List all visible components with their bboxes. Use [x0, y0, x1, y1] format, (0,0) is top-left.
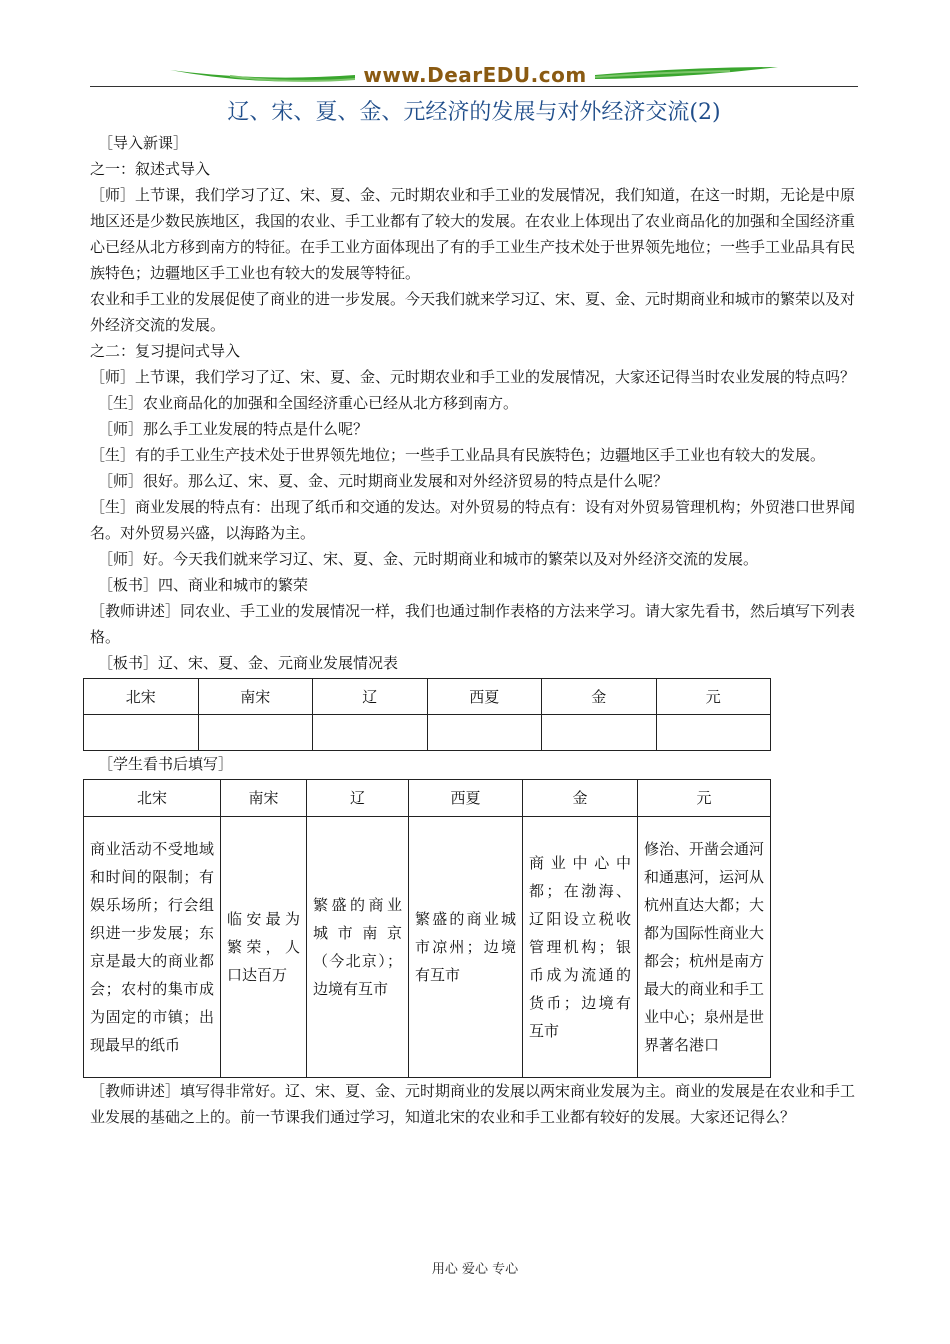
table-cell	[656, 715, 771, 751]
filled-commerce-table	[83, 779, 771, 1078]
table-header-cell: 北宋	[84, 679, 199, 715]
header-rule	[90, 86, 858, 87]
table-cell	[84, 715, 199, 751]
page-footer: 用心 爱心 专心	[431, 1262, 519, 1277]
section-label: ［导入新课］	[98, 134, 189, 152]
table-header-cell: 北宋	[84, 780, 221, 817]
paragraph: ［板书］四、商业和城市的繁荣	[98, 576, 309, 594]
table-header-cell: 元	[656, 679, 771, 715]
paragraph: ［师］那么手工业发展的特点是什么呢？	[98, 420, 369, 438]
paragraph: ［生］商业发展的特点有：出现了纸币和交通的发达。对外贸易的特点有：设有对外贸易管理机构；外贸港口世界闻名。对外贸易兴盛，以海路为主。	[90, 498, 856, 542]
paragraph: ［生］农业商品化的加强和全国经济重心已经从北方移到南方。	[98, 394, 519, 412]
subheading: 之二：复习提问式导入	[90, 342, 241, 360]
table-caption: ［学生看书后填写］	[98, 755, 234, 773]
table-cell	[427, 715, 542, 751]
table-cell: 商业活动不受地域和时间的限制；有娱乐场所；行会组织进一步发展；东京是最大的商业都会；农村的集市成为固定的市镇；出现最早的纸币	[84, 817, 221, 1078]
table-cell: 繁盛的商业城市南京（今北京）；边境有互市	[307, 817, 409, 1078]
paragraph: ［教师讲述］填写得非常好。辽、宋、夏、金、元时期商业的发展以两宋商业发展为主。商业的发展是在农业和手工业发展的基础之上的。前一节课我们通过学习，知道北宋的农业和手工业都有较好的发展。大家还记得么？	[90, 1082, 856, 1126]
table-cell: 临安最为繁荣，人口达百万	[221, 817, 307, 1078]
subheading: 之一：叙述式导入	[90, 160, 211, 178]
document-body	[90, 130, 860, 1130]
table-header-cell: 西夏	[409, 780, 523, 817]
paragraph: 农业和手工业的发展促使了商业的进一步发展。今天我们就来学习辽、宋、夏、金、元时期商业和城市的繁荣以及对外经济交流的发展。	[90, 290, 856, 334]
paragraph: ［师］上节课，我们学习了辽、宋、夏、金、元时期农业和手工业的发展情况，我们知道，在这一时期，无论是中原地区还是少数民族地区，我国的农业、手工业都有了较大的发展。在农业上体现出了农业商品化的加强和全国经济重心已经从北方移到南方的特征。在手工业方面体现出了有的手工业生产技术处于世界领先地位；一些手工业品具有民族特色；边疆地区手工业也有较大的发展等特征。	[90, 186, 856, 282]
table-header-cell: 辽	[313, 679, 428, 715]
table-header-cell: 金	[542, 679, 657, 715]
table-header-cell: 西夏	[427, 679, 542, 715]
logo-text: www.DearEDU.com	[363, 63, 587, 87]
table-caption: ［板书］辽、宋、夏、金、元商业发展情况表	[98, 654, 399, 672]
paragraph: ［生］有的手工业生产技术处于世界领先地位；一些手工业品具有民族特色；边疆地区手工业也有较大的发展。	[90, 446, 826, 464]
table-header-row	[84, 679, 771, 715]
table-header-cell: 辽	[307, 780, 409, 817]
table-cell: 修治、开凿会通河和通惠河，运河从杭州直达大都；大都为国际性商业大都会；杭州是南方最大的商业和手工业中心；泉州是世界著名港口	[638, 817, 771, 1078]
table-cell: 繁盛的商业城市凉州；边境有互市	[409, 817, 523, 1078]
table-header-cell: 南宋	[221, 780, 307, 817]
table-cell: 商业中心中都；在渤海、辽阳设立税收管理机构；银币成为流通的货币；边境有互市	[523, 817, 638, 1078]
table-header-cell: 南宋	[198, 679, 313, 715]
table-header-row	[84, 780, 771, 817]
table-row	[84, 715, 771, 751]
paragraph: ［教师讲述］同农业、手工业的发展情况一样，我们也通过制作表格的方法来学习。请大家先看书，然后填写下列表格。	[90, 602, 856, 646]
table-header-cell: 元	[638, 780, 771, 817]
table-row	[84, 817, 771, 1078]
empty-commerce-table	[83, 678, 771, 751]
paragraph: ［师］好。今天我们就来学习辽、宋、夏、金、元时期商业和城市的繁荣以及对外经济交流的发展。	[98, 550, 759, 568]
paragraph: ［师］上节课，我们学习了辽、宋、夏、金、元时期农业和手工业的发展情况，大家还记得当时农业发展的特点吗？	[90, 368, 856, 386]
table-cell	[542, 715, 657, 751]
table-cell	[313, 715, 428, 751]
page-title: 辽、宋、夏、金、元经济的发展与对外经济交流(2)	[227, 100, 721, 125]
paragraph: ［师］很好。那么辽、宋、夏、金、元时期商业发展和对外经济贸易的特点是什么呢？	[98, 472, 669, 490]
table-cell	[198, 715, 313, 751]
table-header-cell: 金	[523, 780, 638, 817]
